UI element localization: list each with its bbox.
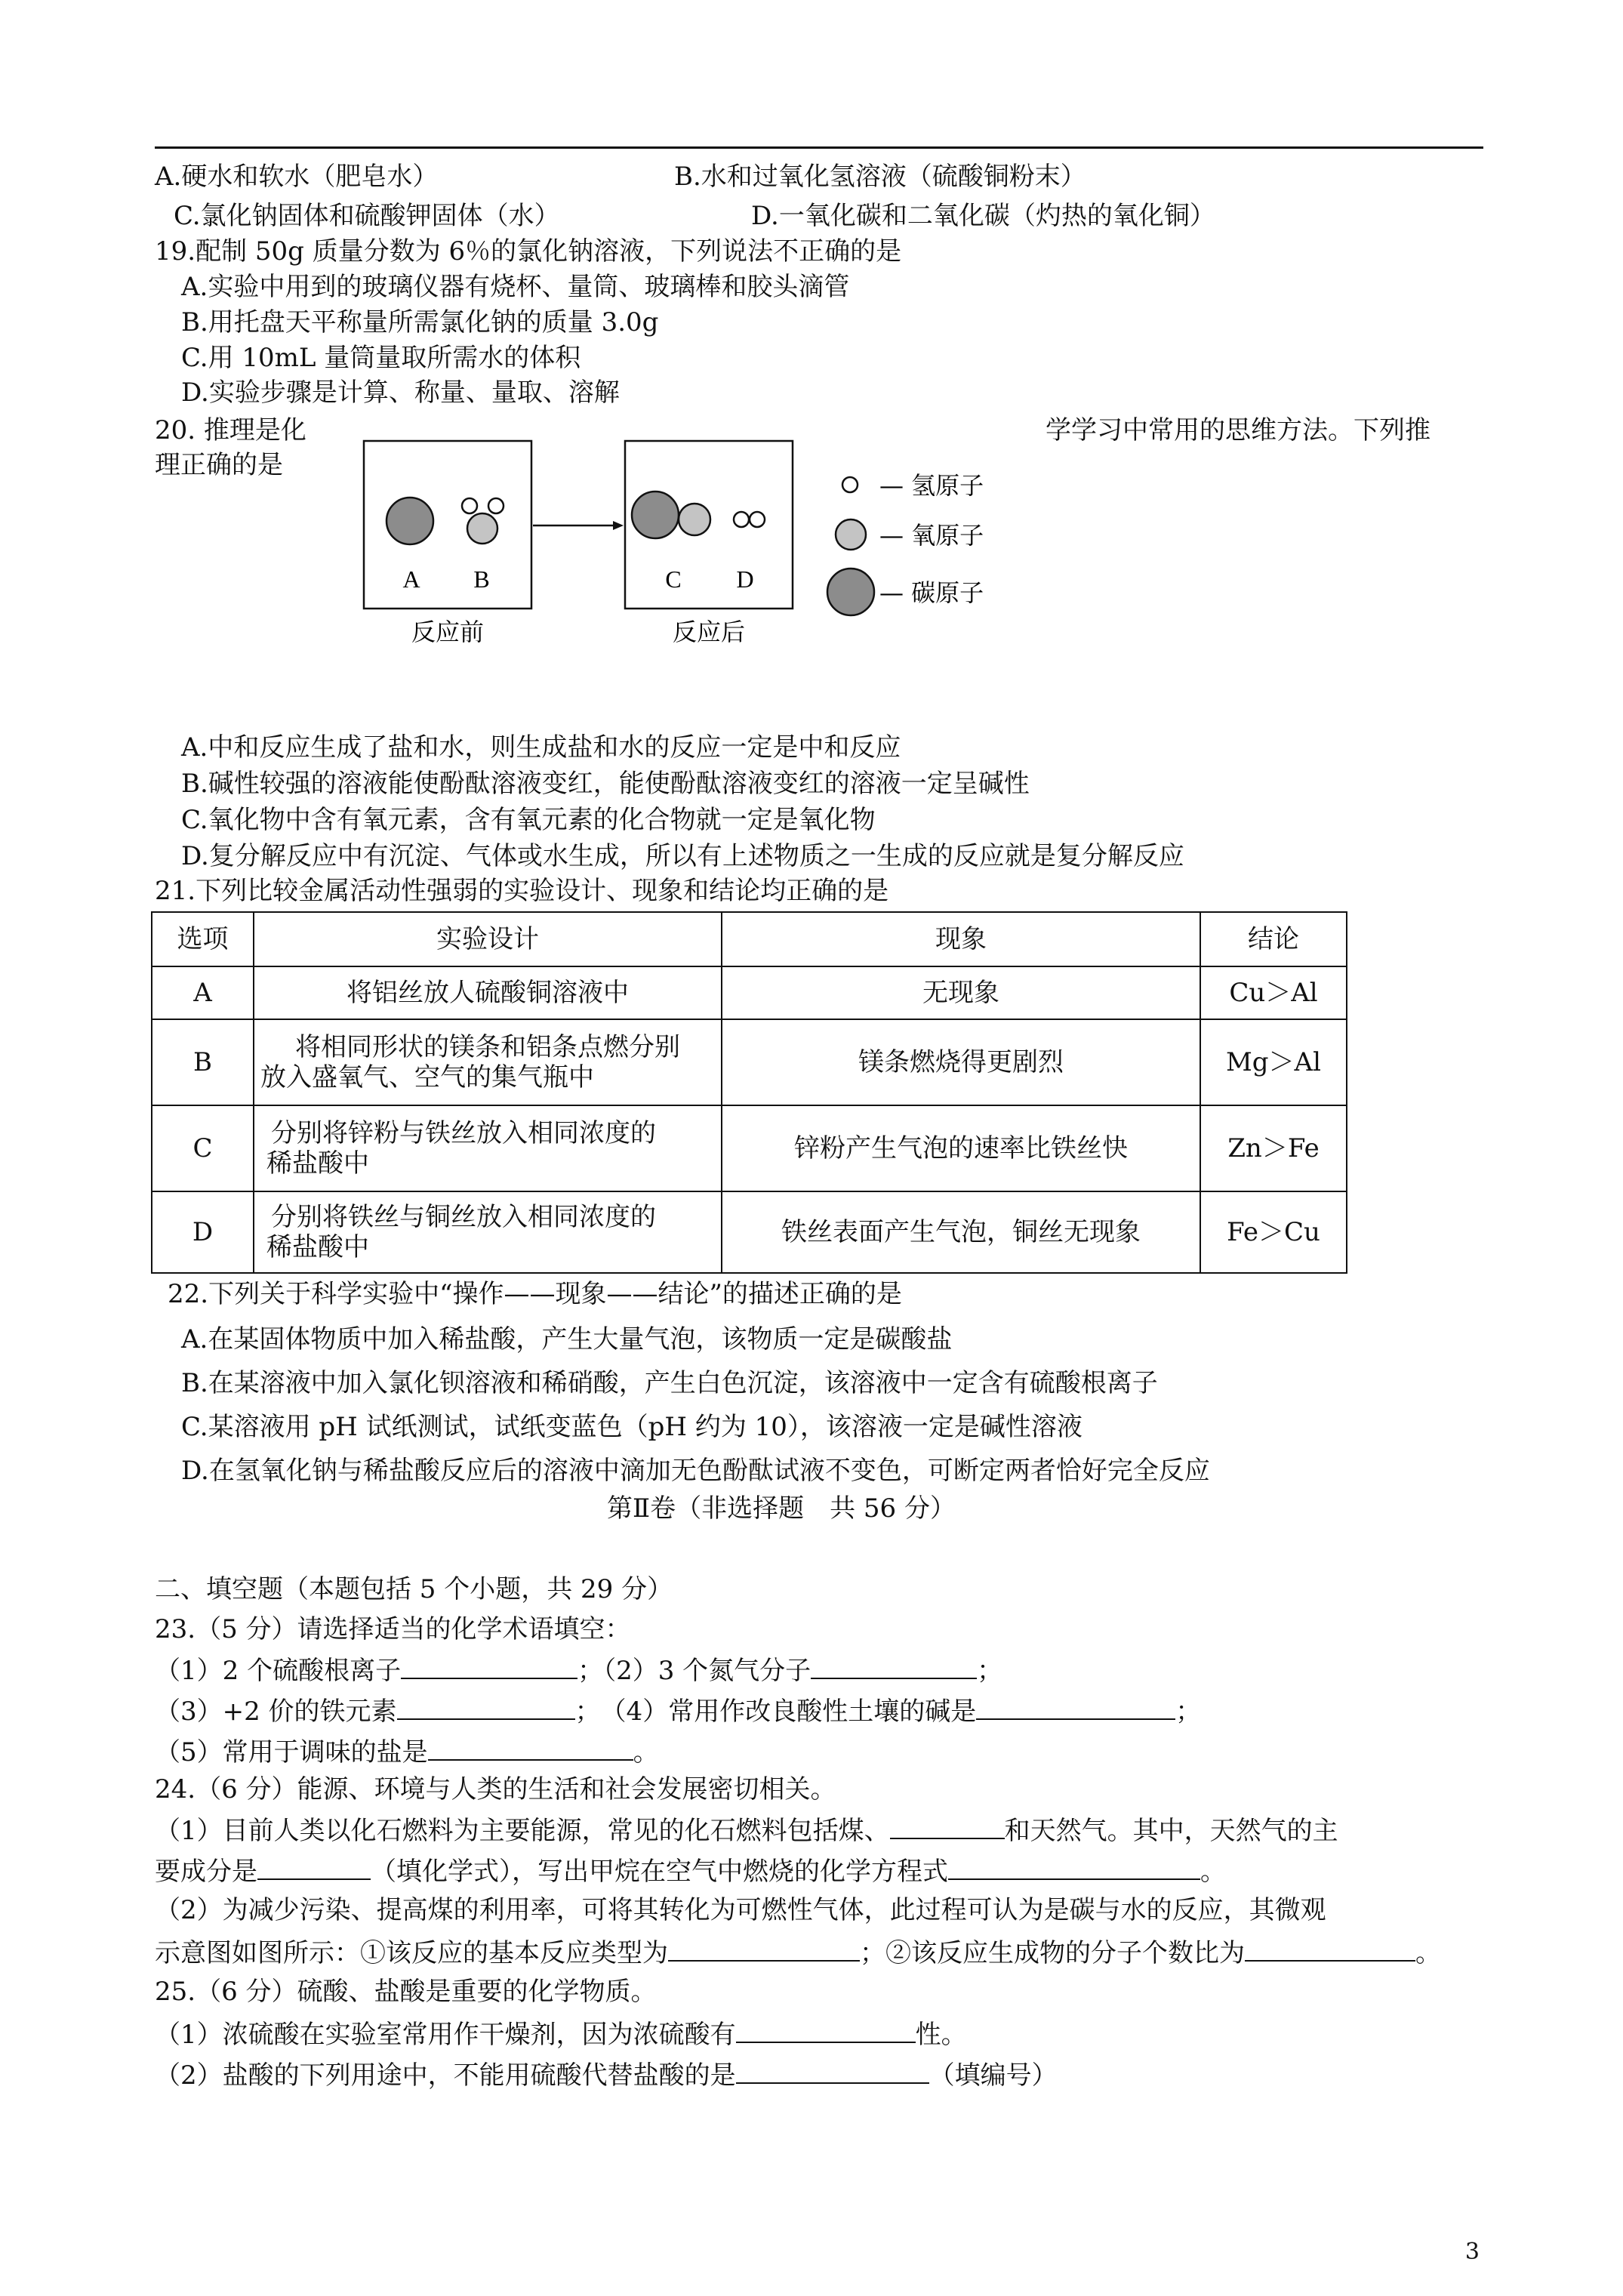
- legend-hydrogen-icon: [842, 477, 858, 492]
- answer-blank[interactable]: [976, 1694, 1175, 1720]
- header-option: 选项: [152, 912, 254, 966]
- hydrogen-atom: [734, 512, 749, 527]
- after-caption: 反应后: [672, 618, 746, 646]
- label-a: A: [402, 566, 420, 593]
- q22-option-c: C.某溶液用 pH 试纸测试，试纸变蓝色（pH 约为 10），该溶液一定是碱性溶液: [181, 1412, 1083, 1442]
- legend-carbon-icon: [827, 569, 874, 615]
- q19-option-b: B.用托盘天平称量所需氯化钠的质量 3.0g: [181, 307, 659, 337]
- q24-line1: （1）目前人类以化石燃料为主要能源，常见的化石燃料包括煤、 和天然气。其中，天然气的主: [155, 1814, 1338, 1846]
- q23-stem: 23.（5 分）请选择适当的化学术语填空：: [155, 1614, 631, 1644]
- q22-option-a: A.在某固体物质中加入稀盐酸，产生大量气泡，该物质一定是碳酸盐: [181, 1324, 953, 1354]
- part2-title: 第Ⅱ卷（非选择题 共 56 分）: [607, 1493, 956, 1524]
- row-phenomenon: 无现象: [722, 966, 1200, 1019]
- carbon-atom: [632, 492, 679, 538]
- row-option: B: [152, 1019, 254, 1105]
- q20-stem-right: 学学习中常用的思维方法。下列推: [1046, 415, 1431, 445]
- answer-blank[interactable]: [428, 1735, 633, 1761]
- q18-option-b: B.水和过氧化氢溶液（硫酸铜粉末）: [674, 162, 1086, 192]
- header-phenomenon: 现象: [722, 912, 1200, 966]
- label-b: B: [473, 566, 490, 593]
- hydrogen-atom: [750, 512, 765, 527]
- q19-option-a: A.实验中用到的玻璃仪器有烧杯、量筒、玻璃棒和胶头滴管: [181, 272, 850, 302]
- answer-blank[interactable]: [401, 1653, 577, 1679]
- q25-line2: （2）盐酸的下列用途中，不能用硫酸代替盐酸的是 （填编号）: [155, 2058, 1058, 2091]
- q22-stem: 22.下列关于科学实验中“操作——现象——结论”的描述正确的是: [168, 1279, 902, 1309]
- hydrogen-atom: [488, 498, 504, 513]
- experiment-table: [151, 911, 1347, 1274]
- table-row: [152, 1105, 1347, 1191]
- reaction-diagram: [355, 438, 1034, 664]
- row-phenomenon: 铁丝表面产生气泡，铜丝无现象: [722, 1191, 1200, 1273]
- row-option: D: [152, 1191, 254, 1273]
- row-design: 分别将铁丝与铜丝放入相同浓度的 稀盐酸中: [254, 1191, 722, 1273]
- q18-option-a: A.硬水和软水（肥皂水）: [155, 162, 439, 192]
- hydrogen-atom: [462, 498, 477, 513]
- q20-option-c: C.氧化物中含有氧元素，含有氧元素的化合物就一定是氧化物: [181, 805, 876, 835]
- table-row: [152, 1191, 1347, 1273]
- table-row: [152, 966, 1347, 1019]
- label-d: D: [736, 566, 754, 593]
- answer-blank[interactable]: [890, 1814, 1005, 1839]
- q24-line4: 示意图如图所示：①该反应的基本反应类型为 ；②该反应生成物的分子个数比为 。: [155, 1936, 1441, 1968]
- header-design: 实验设计: [254, 912, 722, 966]
- q20-option-b: B.碱性较强的溶液能使酚酞溶液变红，能使酚酞溶液变红的溶液一定呈碱性: [181, 769, 1030, 799]
- answer-blank[interactable]: [811, 1653, 977, 1679]
- row-design: 将相同形状的镁条和铝条点燃分别 放入盛氧气、空气的集气瓶中: [254, 1019, 722, 1105]
- table-row: [152, 1019, 1347, 1105]
- q22-option-b: B.在某溶液中加入氯化钡溶液和稀硝酸，产生白色沉淀，该溶液中一定含有硫酸根离子: [181, 1368, 1158, 1398]
- q20-option-a: A.中和反应生成了盐和水，则生成盐和水的反应一定是中和反应: [181, 732, 901, 763]
- row-phenomenon: 锌粉产生气泡的速率比铁丝快: [722, 1105, 1200, 1191]
- row-conclusion: Zn＞Fe: [1200, 1105, 1347, 1191]
- q24-stem: 24.（6 分）能源、环境与人类的生活和社会发展密切相关。: [155, 1774, 836, 1804]
- before-caption: 反应前: [411, 618, 485, 646]
- q23-line3: （5）常用于调味的盐是 。: [155, 1735, 659, 1767]
- row-design: 分别将锌粉与铁丝放入相同浓度的 稀盐酸中: [254, 1105, 722, 1191]
- q24-line3: （2）为减少污染、提高煤的利用率，可将其转化为可燃性气体，此过程可认为是碳与水的反应，其微观: [155, 1895, 1326, 1925]
- answer-blank[interactable]: [736, 2058, 929, 2084]
- row-phenomenon: 镁条燃烧得更剧烈: [722, 1019, 1200, 1105]
- q25-stem: 25.（6 分）硫酸、盐酸是重要的化学物质。: [155, 1977, 657, 2007]
- q18-option-d: D.一氧化碳和二氧化碳（灼热的氧化铜）: [751, 201, 1215, 231]
- carbon-atom: [387, 498, 433, 544]
- legend-carbon: — 碳原子: [879, 578, 984, 607]
- top-rule: [155, 146, 1483, 149]
- q19-stem: 19.配制 50g 质量分数为 6％的氯化钠溶液，下列说法不正确的是: [155, 236, 902, 267]
- answer-blank[interactable]: [668, 1936, 860, 1962]
- oxygen-atom: [679, 504, 710, 535]
- answer-blank[interactable]: [1245, 1936, 1415, 1962]
- q18-option-c: C.氯化钠固体和硫酸钾固体（水）: [174, 201, 560, 231]
- legend-hydrogen: — 氢原子: [879, 471, 984, 500]
- table-header-row: [152, 912, 1347, 966]
- section2-title: 二、填空题（本题包括 5 个小题，共 29 分）: [155, 1574, 673, 1604]
- answer-blank[interactable]: [257, 1854, 371, 1880]
- q20-stem-left: 20. 推理是化: [155, 415, 306, 445]
- q25-line1: （1）浓硫酸在实验室常用作干燥剂，因为浓硫酸有 性。: [155, 2017, 967, 2050]
- q20-option-d: D.复分解反应中有沉淀、气体或水生成，所以有上述物质之一生成的反应就是复分解反应: [181, 841, 1184, 871]
- q24-line2: 要成分是 （填化学式），写出甲烷在空气中燃烧的化学方程式 。: [155, 1854, 1226, 1887]
- page-number: 3: [1464, 2239, 1480, 2265]
- row-conclusion: Cu＞Al: [1200, 966, 1347, 1019]
- header-conclusion: 结论: [1200, 912, 1347, 966]
- q23-line1: （1）2 个硫酸根离子 ；（2）3 个氮气分子 ；: [155, 1653, 1002, 1686]
- label-c: C: [665, 566, 682, 593]
- row-option: C: [152, 1105, 254, 1191]
- arrow-head: [613, 521, 624, 530]
- row-conclusion: Mg＞Al: [1200, 1019, 1347, 1105]
- legend-oxygen: — 氧原子: [879, 521, 984, 550]
- q19-option-d: D.实验步骤是计算、称量、量取、溶解: [181, 378, 620, 408]
- answer-blank[interactable]: [736, 2017, 916, 2043]
- q19-option-c: C.用 10mL 量筒量取所需水的体积: [181, 343, 581, 373]
- row-option: A: [152, 966, 254, 1019]
- answer-blank[interactable]: [948, 1854, 1200, 1880]
- legend-oxygen-icon: [836, 519, 866, 550]
- q20-stem-line2: 理正确的是: [155, 450, 283, 480]
- row-conclusion: Fe＞Cu: [1200, 1191, 1347, 1273]
- oxygen-atom: [467, 513, 497, 544]
- q23-line2: （3）+2 价的铁元素 ； （4）常用作改良酸性土壤的碱是 ；: [155, 1694, 1201, 1727]
- q21-stem: 21.下列比较金属活动性强弱的实验设计、现象和结论均正确的是: [155, 876, 889, 906]
- q22-option-d: D.在氢氧化钠与稀盐酸反应后的溶液中滴加无色酚酞试液不变色，可断定两者恰好完全反应: [181, 1456, 1210, 1486]
- answer-blank[interactable]: [397, 1694, 575, 1720]
- row-design: 将铝丝放人硫酸铜溶液中: [254, 966, 722, 1019]
